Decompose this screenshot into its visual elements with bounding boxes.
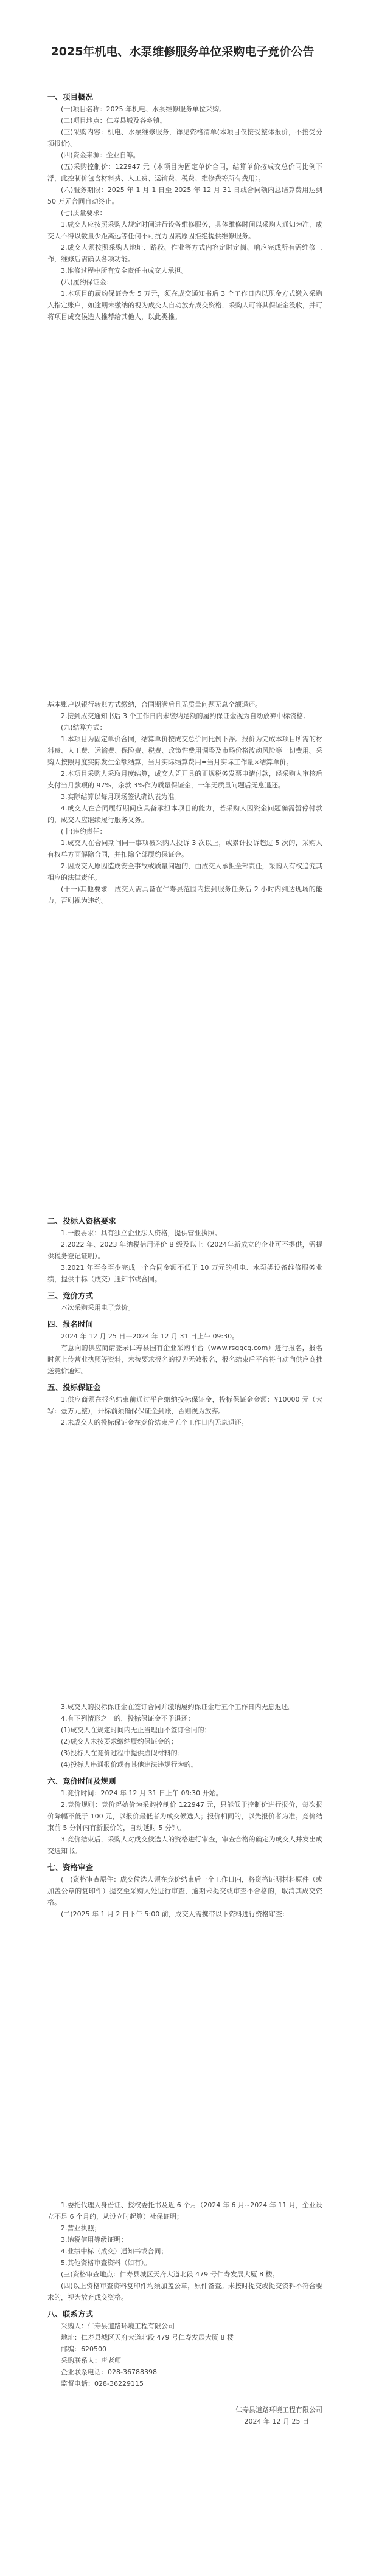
paragraph: (八)履约保证金： xyxy=(61,278,113,286)
paragraph: 3.2021 年至今至少完成一个合同金额不低于 10 万元的机电、水泵类设备维修服务业绩，提供中标（成交）通知书或合同。 xyxy=(47,1264,322,1283)
paragraph: (四)资金来源：企业自筹。 xyxy=(61,151,140,159)
paragraph: 3.维修过程中所有安全责任由成交人承担。 xyxy=(61,267,188,275)
paragraph: 2.竞价规则：竞价起始价为采购控制价 122947 元，只能低于控制价进行报价，每次报价降幅不低于 100 元，以报价最低者为成交候选人；报价相同的，以先报价者为准。竞价结束前 5 分钟内有新报价的，自动延时 5 分钟。 xyxy=(47,1801,322,1832)
paragraph: (七)质量要求： xyxy=(61,209,106,217)
paragraph: 1.委托代理人身份证、授权委托书及近 6 个月（2024 年 6 月~2024 年 11 月，企业设立不足 6 个月的，从设立时起算）社保证明； xyxy=(47,2201,322,2221)
paragraph: (十一)其他要求：成交人需具备在仁寿县范围内接到服务任务后 2 小时内到达现场的能力，否则视为违约。 xyxy=(47,885,322,905)
paragraph: (五)采购控制价：122947 元（本项目为固定单价合同，结算单价按成交总价同比例下浮，此控制价包含材料费、人工费、运输费、税费、维修费等所有费用）。 xyxy=(47,163,322,182)
section-heading: 八、联系方式 xyxy=(47,2309,94,2318)
section-heading: 三、竞价方式 xyxy=(47,1291,94,1300)
paragraph: (一)资格审查原件：成交候选人须在竞价结束后一个工作日内，将资格证明材料原件（或加盖公章的复印件）提交至采购人处进行审查，逾期未提交或审查不合格的，取消其成交资格。 xyxy=(47,1875,322,1906)
paragraph: 1.本项目的履约保证金为 5 万元，须在成交通知书后 3 个工作日内以现金方式缴入采购人指定账户，如逾期未缴纳的视为成交人自动放弃成交资格，采购人可将其保证金没收，并可将项目成交候选人推荐给其他人，以此类推。 xyxy=(47,290,322,321)
section-heading: 四、报名时间 xyxy=(47,1320,94,1329)
paragraph: (十)违约责任： xyxy=(61,827,106,835)
paragraph: 2.成交人须按照采购人地址、路段、作业等方式内容定时定岗、响应完成所有需维修工作，维修后需确认各项功能。 xyxy=(47,244,322,263)
paragraph: (4)投标人串通报价或有其他违法违规行为的。 xyxy=(61,1761,198,1769)
section-qualification xyxy=(47,1215,322,1428)
paragraph: (一)项目名称：2025 年机电、水泵维修服务单位采购。 xyxy=(61,105,226,113)
paragraph: 有意向的供应商请登录仁寿县国有企业采购平台（www.rsgqcg.com）进行报名，报名时须上传营业执照等资料，未按要求报名的视为无效报名，报名结束后平台将自动向供应商推送竞价通知。 xyxy=(47,1344,322,1375)
paragraph: (2)成交人未按要求缴纳履约保证金的； xyxy=(61,1738,178,1745)
paragraph: 1.供应商须在报名结束前通过平台缴纳投标保证金，投标保证金金额：¥10000 元（大写：壹万元整），开标前须确保保证金到账，否则视为放弃。 xyxy=(47,1396,322,1415)
paragraph: 3.成交人的投标保证金在签订合同并缴纳履约保证金后五个工作日内无息退还。 xyxy=(61,1703,295,1711)
contact-purchaser: 采购人：仁寿县道路环境工程有限公司 xyxy=(61,2322,175,2330)
paragraph: 基本账户以银行转账方式缴纳，合同期满后且无质量问题无息全额退还。 xyxy=(47,701,262,708)
contact-phone: 企业联系电话：028-36788398 xyxy=(61,2368,157,2376)
paragraph: (四)以上资格审查资料复印件均须加盖公章，原件备查。未按时提交或提交资料不符合要求的，视为放弃成交资格。 xyxy=(47,2282,322,2301)
paragraph: (3)投标人在竞价过程中提供虚假材料的； xyxy=(61,1749,184,1757)
paragraph: 4.有下列情形之一的，投标保证金不予退还： xyxy=(61,1714,195,1722)
paragraph: 3.竞价结束后，采购人对成交候选人的资格进行审查，审查合格的确定为成交人并发出成交通知书。 xyxy=(47,1835,322,1855)
paragraph: 2.本项目采购人采取月度结算，成交人凭开具的正规税务发票申请付款，经采购人审核后支付当月款项的 97%，余款 3%作为质量保证金，一年无质量问题后无息退还。 xyxy=(47,770,322,789)
section-heading: 六、竞价时间及规则 xyxy=(47,1776,116,1786)
contact-address: 地址：仁寿县城区天府大道北段 479 号仁寿发展大厦 8 楼 xyxy=(61,2334,234,2341)
paragraph: 5.其他资格审查资料（如有）。 xyxy=(61,2259,151,2267)
paragraph: 3.纳税信用等级证明； xyxy=(61,2236,128,2244)
paragraph: 2.2022 年、2023 年纳税信用评价 B 级及以上（2024年新成立的企业可不提供，需提供税务登记证明）。 xyxy=(47,1241,322,1260)
contact-postcode: 邮编：620500 xyxy=(61,2345,106,2353)
signature-org: 仁寿县道路环境工程有限公司 xyxy=(235,2406,322,2414)
paragraph: (三)采购内容：机电、水泵维修服务，详见资格清单(本项目仅接受整体报价，不接受分项报价)。 xyxy=(47,128,322,148)
contact-person: 采购联系人：唐老师 xyxy=(61,2357,121,2365)
paragraph: (1)成交人在规定时间内无正当理由不签订合同的； xyxy=(61,1726,211,1734)
section-heading: 五、投标保证金 xyxy=(47,1383,101,1392)
paragraph: (二)项目地点：仁寿县城及各乡镇。 xyxy=(61,117,167,125)
paragraph: 2024 年 12 月 25 日—2024 年 12 月 31 日上午 09:30。 xyxy=(61,1332,239,1340)
supervision-phone: 监督电话：028-36229115 xyxy=(61,2380,144,2388)
section-review-cont xyxy=(47,2199,322,2427)
paragraph: 1.成交人在合同期间同一事项被采购人投诉 3 次以上，或累计投诉超过 5 次的，采购人有权单方面解除合同，并扣除全部履约保证金。 xyxy=(47,839,322,858)
page-title: 2025年机电、水泵维修服务单位采购电子竞价公告 xyxy=(50,45,315,58)
section-project-overview xyxy=(47,91,322,323)
section-heading: 一、项目概况 xyxy=(47,92,94,101)
paragraph: (二)2025 年 1 月 2 日下午 5:00 前，成交人需携带以下资料进行资格审查： xyxy=(61,1910,289,1918)
paragraph: (九)结算方式： xyxy=(61,724,106,731)
paragraph: 本次采购采用电子竞价。 xyxy=(61,1304,134,1312)
paragraph: 1.本项目为固定单价合同，结算单价按成交总价同比例下浮。报价为完成本项目所需的材料费、人工费、运输费、保险费、税费、政策性费用调整及市场价格波动风险等一切费用。采购人按照月度实际发生金额结算，当月实际结算费用=当月实际工作量×结算单价。 xyxy=(47,735,322,766)
paragraph: 4.成交人在合同履行期间应具备承担本项目的能力，若采购人因资金问题确需暂停付款的，成交人应继续履行服务义务。 xyxy=(47,804,322,824)
paragraph: 1.成交人应按照采购人规定时间进行设备维修服务，具体维修时间以采购人通知为准，成交人不得以数量少距离远等任何不可抗力因素原因拒绝提供维修服务。 xyxy=(47,221,322,240)
paragraph: 3.实际结算以每月现场签认确认表为准。 xyxy=(61,793,181,801)
signature-date: 2024 年 12 月 25 日 xyxy=(244,2417,309,2425)
section-project-overview-cont xyxy=(47,699,322,906)
section-heading: 二、投标人资格要求 xyxy=(47,1216,116,1225)
paragraph: 2.因成交人原因造成安全事故或质量问题的，由成交人承担全部责任，采购人有权追究其相应的法律责任。 xyxy=(47,862,322,882)
section-heading: 七、资格审查 xyxy=(47,1863,94,1872)
paragraph: 2.营业执照； xyxy=(61,2224,101,2232)
paragraph: 4.业绩中标（成交）通知书或合同； xyxy=(61,2247,168,2255)
paragraph: 1.一般要求：具有独立企业法人资格，提供营业执照。 xyxy=(61,1229,221,1237)
paragraph: 1.竞价时间：2024 年 12 月 31 日上午 09:30 开始。 xyxy=(61,1789,223,1797)
paragraph: (三)资格审查地点：仁寿县城区天府大道北段 479 号仁寿发展大厦 8 楼。 xyxy=(61,2270,279,2278)
section-deposit-cont xyxy=(47,1701,322,1920)
paragraph: 2.接到成交通知书后 3 个工作日内未缴纳足额的履约保证金视为自动放弃中标资格。 xyxy=(61,712,310,720)
paragraph: (六)服务期限：2025 年 1 月 1 日至 2025 年 12 月 31 日或合同额内总结算费用达到 50 万元合同自动终止。 xyxy=(47,186,322,205)
paragraph: 2.未成交人的投标保证金在竞价结束后五个工作日内无息退还。 xyxy=(61,1419,248,1427)
